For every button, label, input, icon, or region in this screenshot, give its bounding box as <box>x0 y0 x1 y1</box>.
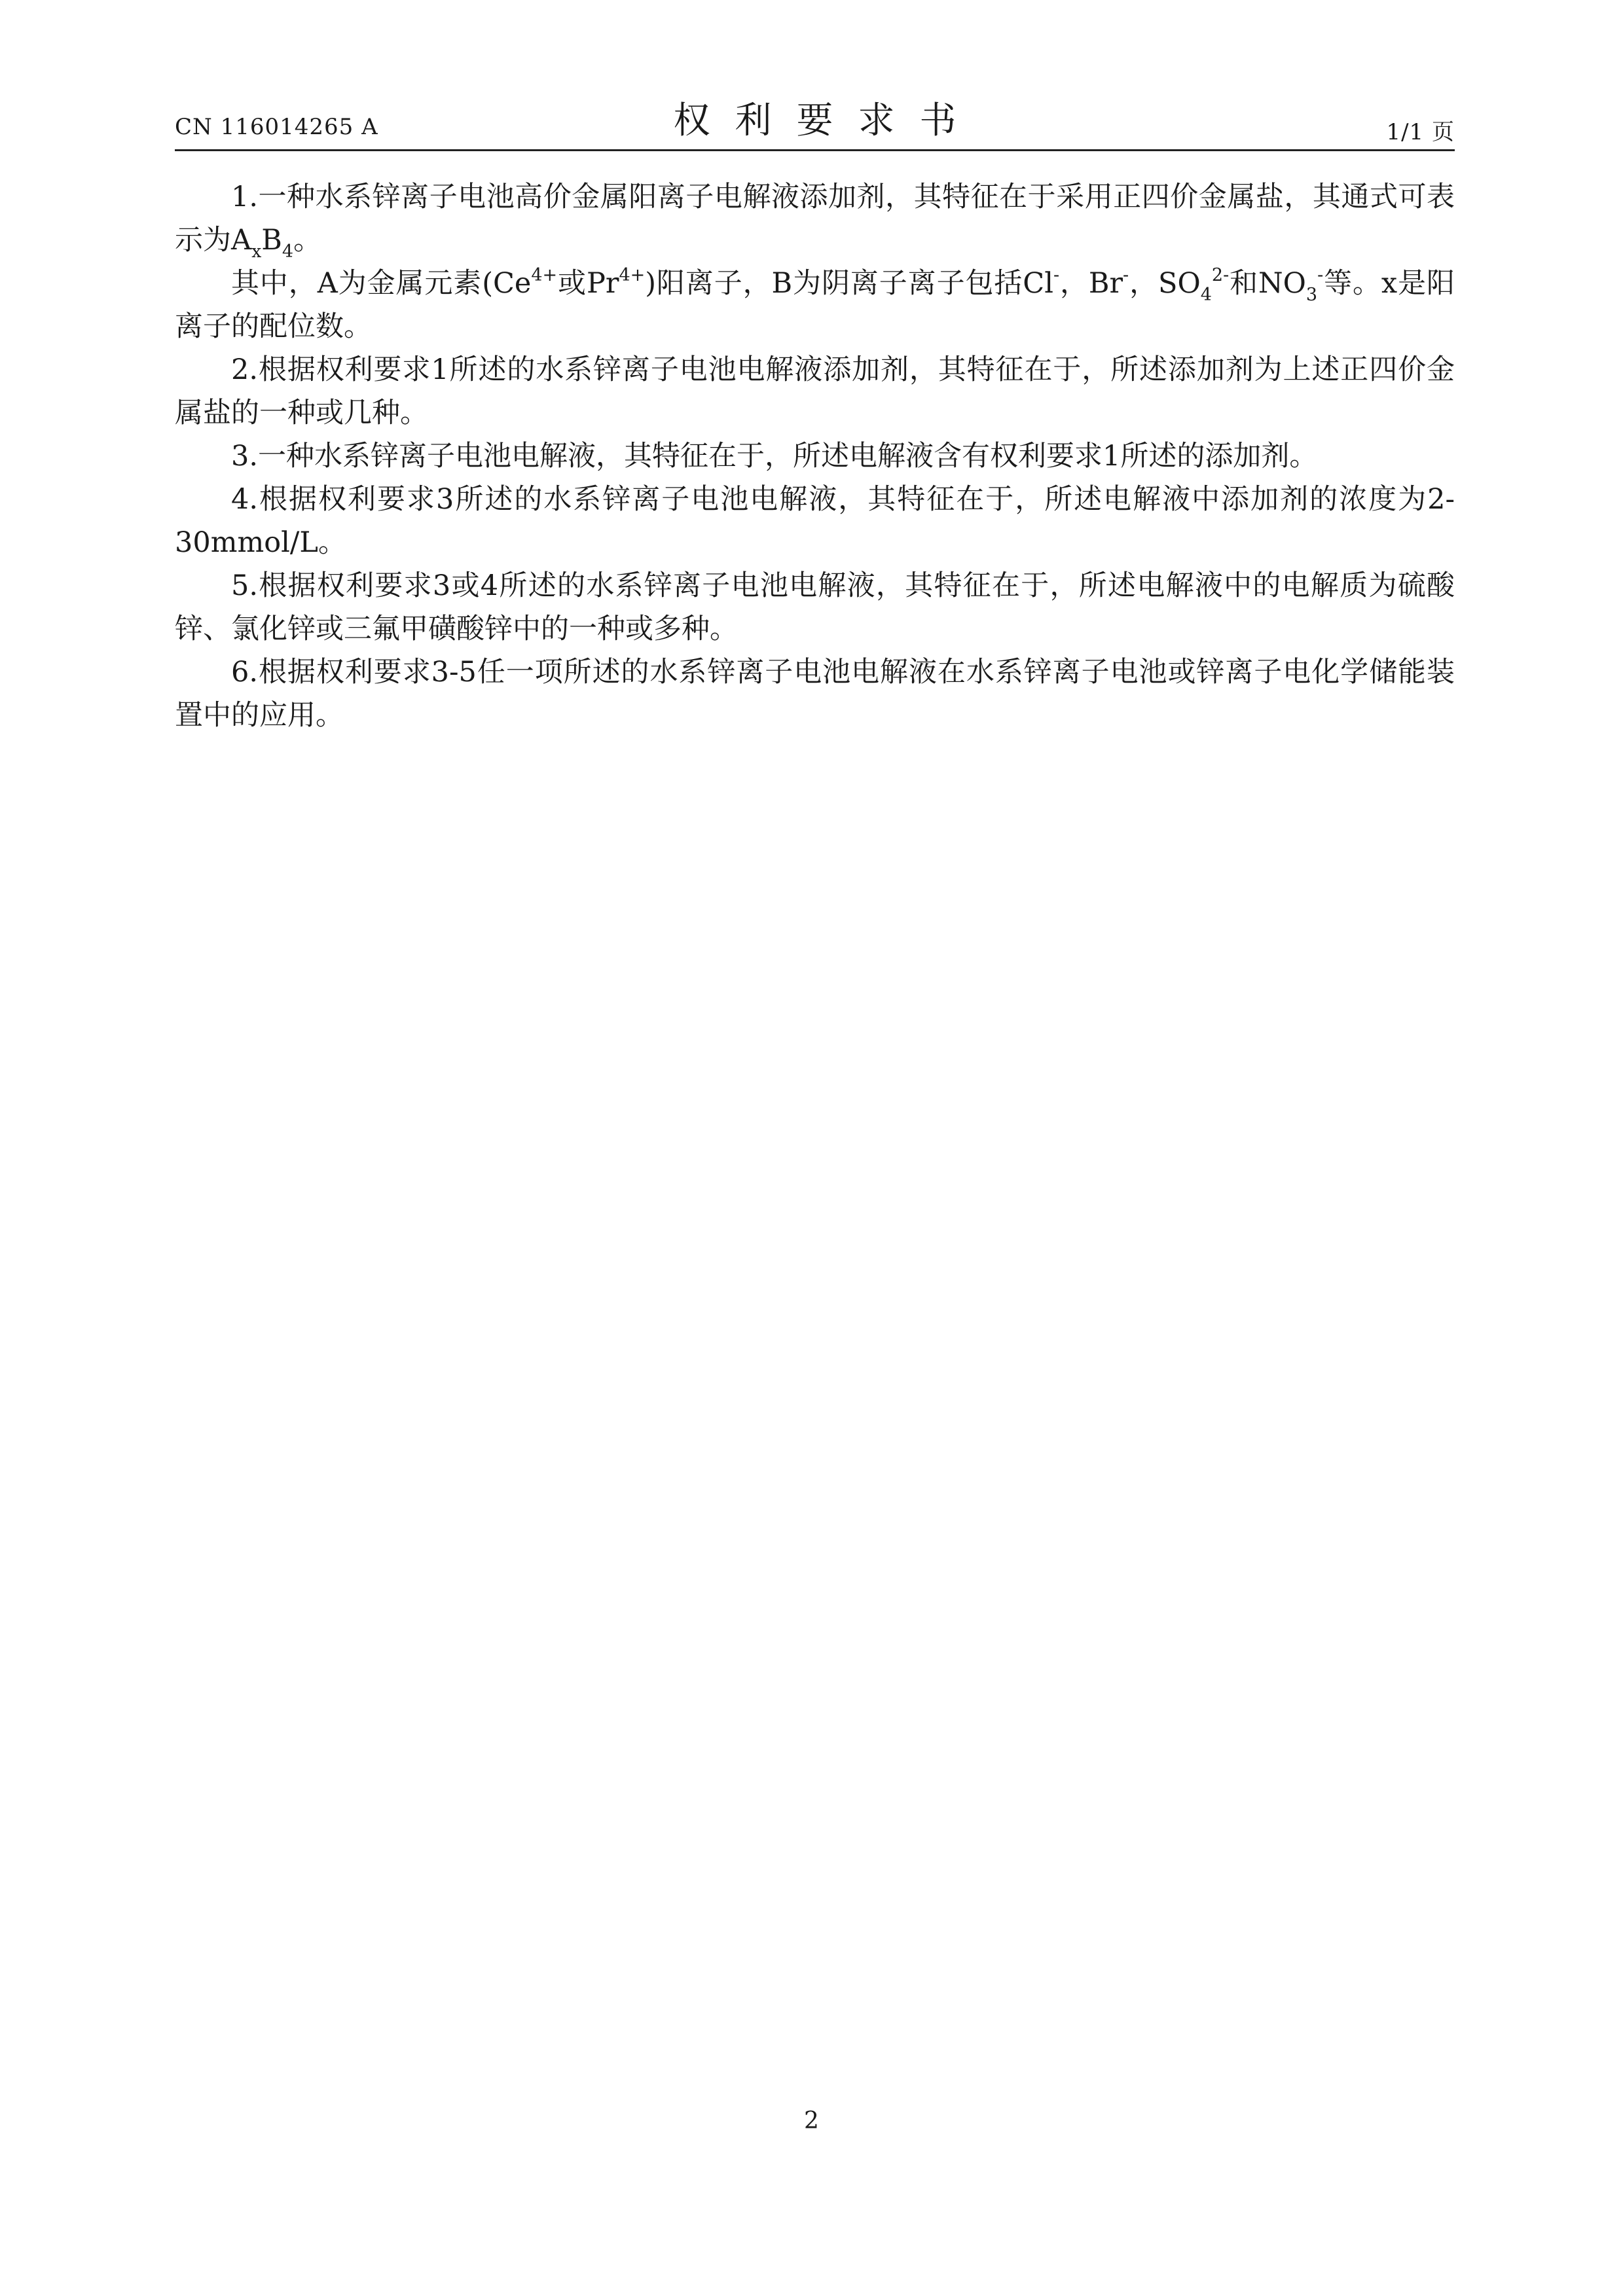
definition-text-4: ，Br <box>1059 267 1123 300</box>
claim-1-text: 1.一种水系锌离子电池高价金属阳离子电解液添加剂，其特征在于采用正四价金属盐，其通式可表示为A <box>175 181 1455 257</box>
definition-text-1: 其中，A为金属元素(Ce <box>231 267 532 300</box>
claim-4: 4.根据权利要求3所述的水系锌离子电池电解液，其特征在于，所述电解液中添加剂的浓度为2-30mmol/L。 <box>175 483 1455 559</box>
claim-1-definition <box>175 262 1455 348</box>
document-title: 权利要求书 <box>673 99 981 142</box>
formula-b: B <box>261 224 282 257</box>
page-number: 2 <box>804 2108 819 2134</box>
formula-subscript-4: 4 <box>282 242 294 262</box>
br-charge: - <box>1123 265 1129 285</box>
claim-5: 5.根据权利要求3或4所述的水系锌离子电池电解液，其特征在于，所述电解液中的电解质为硫酸锌、氯化锌或三氟甲磺酸锌中的一种或多种。 <box>175 569 1455 645</box>
definition-text-5: ，SO <box>1129 267 1201 300</box>
claim-1 <box>175 175 1455 262</box>
page-count: 1/1 页 <box>1386 119 1455 145</box>
claim-6: 6.根据权利要求3-5任一项所述的水系锌离子电池电解液在水系锌离子电池或锌离子电化学储能装置中的应用。 <box>175 656 1455 732</box>
so4-charge: 2- <box>1211 265 1230 285</box>
claims-body <box>175 175 1455 737</box>
definition-text-7: 等。x是阳离子的配位数。 <box>175 267 1455 343</box>
claim-2: 2.根据权利要求1所述的水系锌离子电池电解液添加剂，其特征在于，所述添加剂为上述正四价金属盐的一种或几种。 <box>175 353 1455 429</box>
no3-subscript: 3 <box>1305 285 1318 305</box>
claim-1-end: 。 <box>293 224 322 257</box>
pr-charge: 4+ <box>619 265 646 285</box>
publication-number: CN 116014265 A <box>175 114 378 140</box>
cl-charge: - <box>1053 265 1060 285</box>
so4-subscript: 4 <box>1200 285 1212 305</box>
header-rule <box>175 149 1455 151</box>
ce-charge: 4+ <box>531 265 558 285</box>
definition-text-6: 和NO <box>1229 267 1306 300</box>
formula-subscript-x: x <box>251 242 262 262</box>
claim-3: 3.一种水系锌离子电池电解液，其特征在于，所述电解液含有权利要求1所述的添加剂。 <box>231 440 1318 473</box>
page-header <box>175 92 1455 151</box>
definition-text-3: )阳离子，B为阴离子离子包括Cl <box>645 267 1053 300</box>
definition-text-2: 或Pr <box>557 267 619 300</box>
no3-charge: - <box>1317 265 1324 285</box>
